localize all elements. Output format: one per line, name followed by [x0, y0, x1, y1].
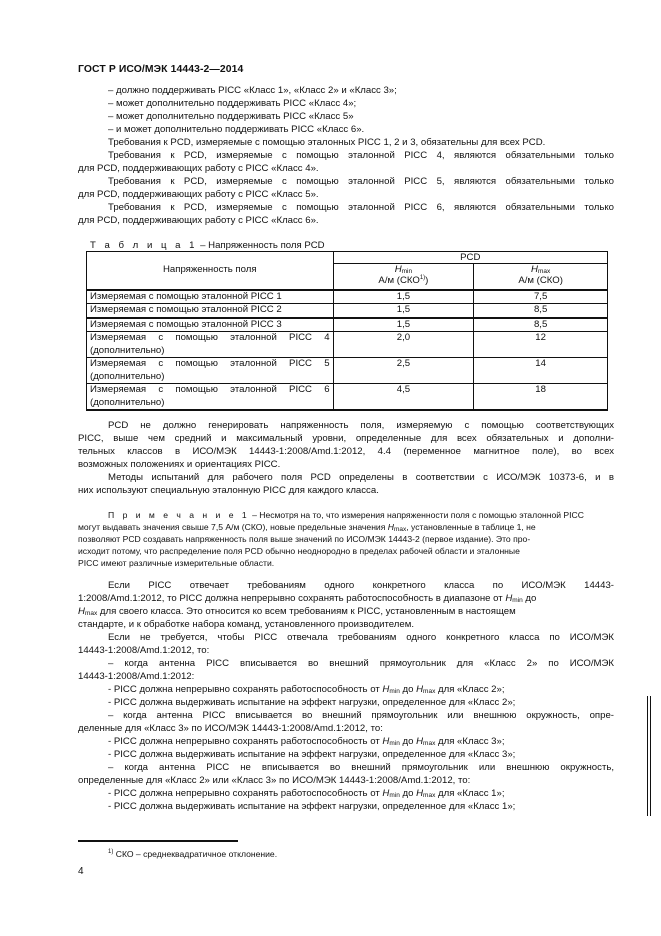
row-label [87, 384, 334, 411]
footnote-ref: 1) [419, 275, 426, 281]
hmin-sub: min [401, 268, 413, 275]
row-hmin: 2,0 [333, 332, 474, 358]
list-item [108, 735, 505, 748]
text: до [399, 788, 417, 799]
text: для «Класс 1»; [435, 788, 505, 799]
row-label: Измеряемая с помощью эталонной PICC 1 [87, 290, 334, 304]
paragraph-line: возможных положениях и ориентациях PICC. [78, 459, 281, 470]
change-bar [647, 696, 648, 816]
paragraph-line: Требования к PCD, измеряемые с помощью эталонной PICC 6, являются обязательными только [108, 202, 614, 213]
paragraph-line: для PCD, поддерживающих работу с PICC «Класс 4». [78, 163, 319, 174]
list-item: – и может дополнительно поддерживать PICC «Класс 6». [108, 124, 365, 135]
note-prefix: П р и м е ч а н и е 1 [108, 510, 250, 520]
table-caption-prefix: Т а б л и ц а 1 [90, 240, 198, 251]
text: - PICC должна непрерывно сохранять работоспособность от [108, 788, 383, 799]
paragraph-line: для PCD, поддерживающих работу с PICC «Класс 6». [78, 215, 319, 226]
paragraph-line: Требования к PCD, измеряемые с помощью эталонной PICC 4, являются обязательными только [108, 150, 614, 161]
text: до [399, 684, 417, 695]
footnote [108, 849, 277, 859]
list-item: – должно поддерживать PICC «Класс 1», «Класс 2» и «Класс 3»; [108, 85, 397, 96]
text: 1:2008/Amd.1:2012, то PICC должна непрерывно сохранять работоспособность в диапазоне от [78, 593, 506, 604]
row-hmin: 2,5 [333, 358, 474, 384]
row-hmin: 4,5 [333, 384, 474, 411]
h-sub: max [423, 688, 436, 695]
header-hmin [333, 264, 474, 290]
row-hmax: 8,5 [474, 318, 608, 332]
list-item: - PICC должна выдерживать испытание на эффект нагрузки, определенное для «Класс 3»; [108, 749, 516, 760]
row-hmin: 1,5 [333, 318, 474, 332]
footnote-separator [78, 840, 238, 842]
h-symbol: H [387, 522, 394, 532]
paragraph-line [78, 605, 516, 618]
row-hmax: 8,5 [474, 304, 608, 318]
table-row [87, 332, 608, 358]
note-text: , установленные в таблице 1, не [406, 522, 536, 532]
paragraph-line: PICC, выше чем средний и максимальный уровни, определенные для всех обязательных и дополни- [78, 433, 614, 444]
paragraph-line: Если не требуется, чтобы PICC отвечала требованиям одного конкретного класса по ИСО/МЭК [108, 632, 614, 643]
row-hmax: 7,5 [474, 290, 608, 304]
table-caption [90, 240, 325, 251]
paragraph-line: Если PICC отвечает требованиям одного конкретного класса по ИСО/МЭК 14443- [108, 580, 614, 591]
table-row [87, 358, 608, 384]
paragraph-line: Требования к PCD, измеряемые с помощью эталонной PICC 5, являются обязательными только [108, 176, 614, 187]
list-item: деленные для «Класс 3» по ИСО/МЭК 14443-1:2008/Amd.1:2012, то: [78, 723, 383, 734]
h-sub: min [389, 688, 400, 695]
text: до [399, 736, 417, 747]
note-line: исходит потому, что распределение поля PCD обычно неоднородно в пределах рабочей области и эталонные [78, 546, 520, 556]
h-sub: max [423, 792, 436, 799]
row-hmax: 14 [474, 358, 608, 384]
text: - PICC должна непрерывно сохранять работоспособность от [108, 684, 383, 695]
list-item [108, 683, 505, 696]
hmin-unit-close: ) [425, 275, 429, 286]
hmin-unit: А/м (СКО [378, 275, 420, 286]
note-text: могут выдавать значения свыше 7,5 А/м (СКО), новые предельные значения [78, 522, 388, 532]
hmax-symbol: H [531, 264, 538, 275]
list-item: 14443-1:2008/Amd.1:2012: [78, 671, 195, 682]
row-hmin: 1,5 [333, 290, 474, 304]
list-item: – когда антенна PICC вписывается во внешний прямоугольник или внешнюю окружность, опре- [108, 710, 614, 721]
row-hmax: 12 [474, 332, 608, 358]
list-item: определенные для «Класс 2» или «Класс 3» по ИСО/МЭК 14443-1:2008/Amd.1:2012, то: [78, 775, 471, 786]
row-label-line1: Измеряемая с помощью эталонной PICC 5 [90, 358, 330, 369]
text: для своего класса. Это относится ко всем требованиям к PICC, установленным в настоящем [97, 606, 516, 617]
list-item: - PICC должна выдерживать испытание на эффект нагрузки, определенное для «Класс 2»; [108, 697, 516, 708]
h-symbol: H [382, 788, 390, 799]
list-item [108, 787, 505, 800]
header-field-strength: Напряженность поля [87, 252, 334, 290]
paragraph-line: PCD не должно генерировать напряженность поля, измеряемую с помощью соответствующих [108, 420, 614, 431]
hmax-sub: max [537, 268, 551, 275]
h-sub: max [394, 526, 407, 533]
h-sub: max [84, 610, 98, 617]
page-number: 4 [78, 866, 84, 877]
paragraph-line: них используют специальную эталонную PICC для каждого класса. [78, 485, 379, 496]
table-row [87, 290, 608, 304]
paragraph-line: Требования к PCD, измеряемые с помощью эталонных PICC 1, 2 и 3, обязательны для всех PCD. [108, 137, 546, 148]
footnote-text: СКО – среднеквадратичное отклонение. [113, 849, 278, 859]
note-line: PICC имеют различные измерительные области. [78, 558, 275, 568]
table-header-row [87, 252, 608, 264]
h-symbol: H [382, 736, 390, 747]
h-sub: min [389, 740, 400, 747]
header-hmax [474, 264, 608, 290]
h-symbol: H [382, 684, 390, 695]
row-label-line1: Измеряемая с помощью эталонной PICC 6 [90, 384, 330, 395]
note-line: позволяют PCD создавать напряженность поля выше значений по ИСО/МЭК 14443-2 (первое издание). Это про- [78, 534, 531, 544]
row-hmin: 1,5 [333, 304, 474, 318]
h-symbol: H [416, 788, 424, 799]
row-label-line2: (дополнительно) [90, 344, 165, 356]
list-item: – когда антенна PICC не вписывается во внешний прямоугольник или внешнюю окружность, [108, 762, 614, 773]
footnote-marker: 1) [108, 849, 114, 855]
row-hmax: 18 [474, 384, 608, 411]
list-item: – когда антенна PICC вписывается во внешний прямоугольник для «Класс 2» по ИСО/МЭК [108, 658, 614, 669]
paragraph-line: для PCD, поддерживающих работу с PICC «Класс 5». [78, 189, 319, 200]
h-sub: min [389, 792, 400, 799]
list-item: – может дополнительно поддерживать PICC «Класс 5» [108, 111, 354, 122]
row-label [87, 358, 334, 384]
text: до [522, 593, 537, 604]
h-symbol: H [505, 593, 513, 604]
paragraph-line: стандарте, и к обработке набора команд, установленного производителем. [78, 619, 415, 630]
table-row [87, 384, 608, 411]
h-symbol: H [416, 736, 424, 747]
row-label-line1: Измеряемая с помощью эталонной PICC 4 [90, 332, 330, 343]
change-bar [650, 696, 651, 816]
note-text: – Несмотря на то, что измерения напряженности поля с помощью эталонной PICC [249, 510, 584, 520]
paragraph-line [78, 592, 536, 605]
row-label-line2: (дополнительно) [90, 396, 165, 408]
row-label: Измеряемая с помощью эталонной PICC 3 [87, 318, 334, 332]
header-pcd: PCD [333, 252, 607, 264]
h-symbol: H [416, 684, 424, 695]
row-label [87, 332, 334, 358]
row-label-line2: (дополнительно) [90, 370, 165, 382]
list-item: – может дополнительно поддерживать PICC «Класс 4»; [108, 98, 357, 109]
paragraph-line: Методы испытаний для рабочего поля PCD определены в соответствии с ИСО/МЭК 10373-6, и в [108, 472, 614, 483]
table-row [87, 304, 608, 318]
document-header: ГОСТ Р ИСО/МЭК 14443-2—2014 [78, 64, 244, 75]
paragraph-line: тельных классов в ИСО/МЭК 14443-1:2008/Amd.1:2012, 4.4 (переменное магнитное поле), во всех [78, 446, 614, 457]
text: для «Класс 3»; [435, 736, 505, 747]
h-sub: max [423, 740, 436, 747]
text: - PICC должна непрерывно сохранять работоспособность от [108, 736, 383, 747]
text: для «Класс 2»; [435, 684, 505, 695]
h-sub: min [512, 597, 523, 604]
row-label: Измеряемая с помощью эталонной PICC 2 [87, 304, 334, 318]
hmax-unit: А/м (СКО) [518, 275, 563, 286]
table-caption-text: – Напряженность поля PCD [197, 240, 325, 251]
h-symbol: H [78, 606, 85, 617]
hmin-symbol: H [394, 264, 402, 275]
table-row [87, 318, 608, 332]
paragraph-line: 14443-1:2008/Amd.1:2012, то: [78, 645, 210, 656]
field-strength-table [86, 251, 608, 411]
list-item: - PICC должна выдерживать испытание на эффект нагрузки, определенное для «Класс 1»; [108, 801, 516, 812]
